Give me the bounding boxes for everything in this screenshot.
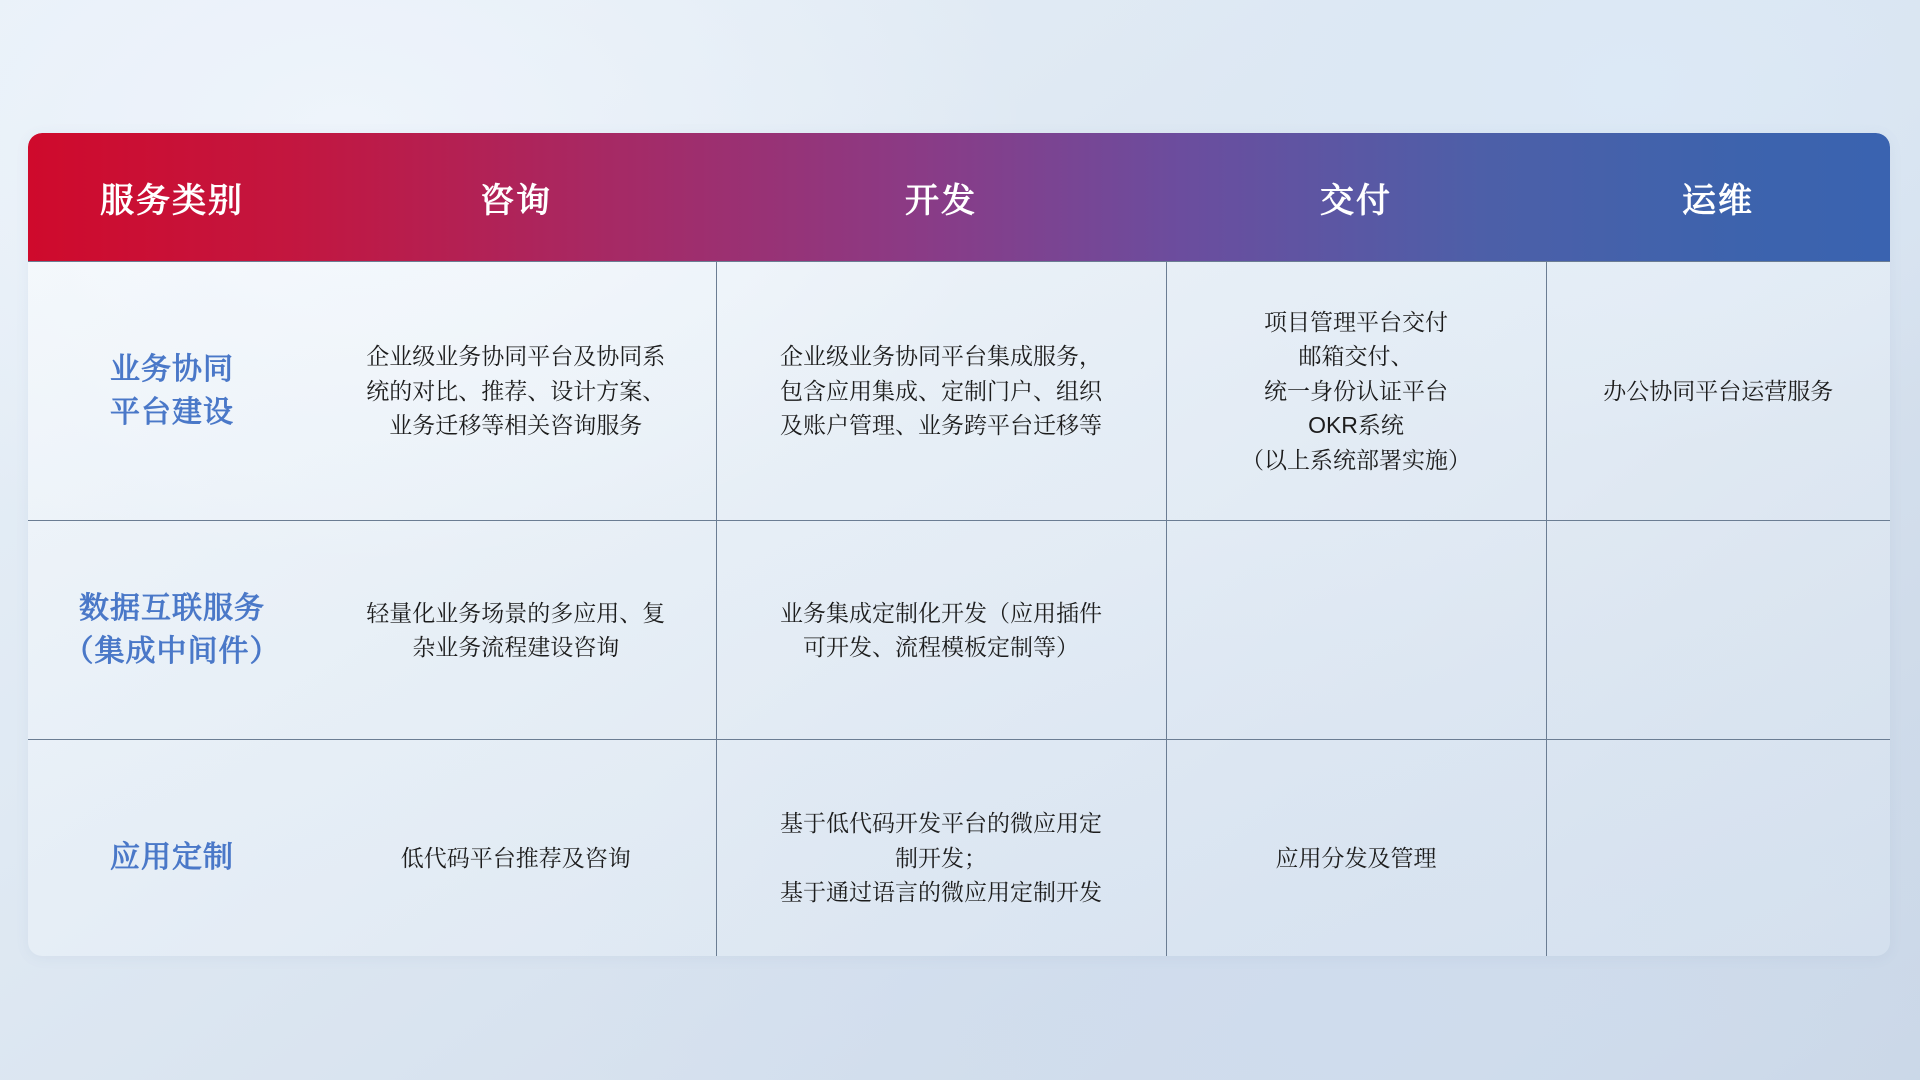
cell-line: 项目管理平台交付 <box>1264 308 1448 335</box>
row-header-app-customization <box>28 740 316 957</box>
cell-line: 业务集成定制化开发（应用插件 <box>780 599 1102 626</box>
table-row <box>28 521 1890 740</box>
service-matrix-table <box>28 133 1890 956</box>
cell-development-row1 <box>716 262 1166 521</box>
row-header-line: 应用定制 <box>110 841 234 875</box>
cell-consulting-row2 <box>316 521 716 740</box>
cell-development-row2 <box>716 521 1166 740</box>
cell-line: 制开发； <box>895 844 987 871</box>
cell-consulting-row1 <box>316 262 716 521</box>
row-header-data-integration <box>28 521 316 740</box>
cell-line: 轻量化业务场景的多应用、复 <box>366 599 666 626</box>
table-row <box>28 740 1890 957</box>
cell-line: 应用分发及管理 <box>1275 844 1437 871</box>
cell-line: 低代码平台推荐及咨询 <box>400 844 631 871</box>
service-table <box>28 133 1890 956</box>
header-row <box>28 133 1890 262</box>
table-row <box>28 262 1890 521</box>
column-header-consulting: 咨询 <box>480 181 552 220</box>
cell-line: 企业级业务协同平台集成服务， <box>780 343 1102 370</box>
cell-line: 包含应用集成、定制门户、组织 <box>780 377 1102 404</box>
cell-consulting-row3 <box>316 740 716 957</box>
cell-line: 企业级业务协同平台及协同系 <box>366 343 666 370</box>
row-header-line: （集成中间件） <box>63 635 281 668</box>
cell-line: 杂业务流程建设咨询 <box>412 634 620 660</box>
cell-delivery-row3 <box>1166 740 1546 957</box>
row-header-line: 业务协同 <box>110 352 234 386</box>
cell-delivery-row1 <box>1166 262 1546 521</box>
column-header-operations: 运维 <box>1682 181 1754 220</box>
row-header-line: 平台建设 <box>110 396 234 429</box>
cell-line: OKR系统 <box>1308 412 1404 439</box>
cell-operations-row2 <box>1546 521 1890 740</box>
cell-line: 办公协同平台运营服务 <box>1603 377 1834 404</box>
cell-line: 基于通过语言的微应用定制开发 <box>780 879 1102 906</box>
table-header <box>28 133 1890 262</box>
cell-line: 统的对比、推荐、设计方案、 <box>366 377 666 404</box>
cell-development-row3 <box>716 740 1166 957</box>
column-header-category: 服务类别 <box>100 181 244 220</box>
cell-delivery-row2 <box>1166 521 1546 740</box>
cell-line: 及账户管理、业务跨平台迁移等 <box>780 412 1102 439</box>
cell-operations-row3 <box>1546 740 1890 957</box>
cell-line: 基于低代码开发平台的微应用定 <box>780 810 1102 837</box>
table-body <box>28 262 1890 957</box>
column-header-development: 开发 <box>905 181 977 220</box>
cell-operations-row1 <box>1546 262 1890 521</box>
row-header-line: 数据互联服务 <box>79 591 265 625</box>
column-header-delivery: 交付 <box>1320 181 1392 220</box>
cell-line: 邮箱交付、 <box>1298 343 1414 370</box>
cell-line: （以上系统部署实施） <box>1241 446 1471 473</box>
cell-line: 统一身份认证平台 <box>1264 377 1448 404</box>
row-header-business-collaboration <box>28 262 316 521</box>
cell-line: 可开发、流程模板定制等） <box>803 634 1079 660</box>
cell-line: 业务迁移等相关咨询服务 <box>389 412 643 439</box>
